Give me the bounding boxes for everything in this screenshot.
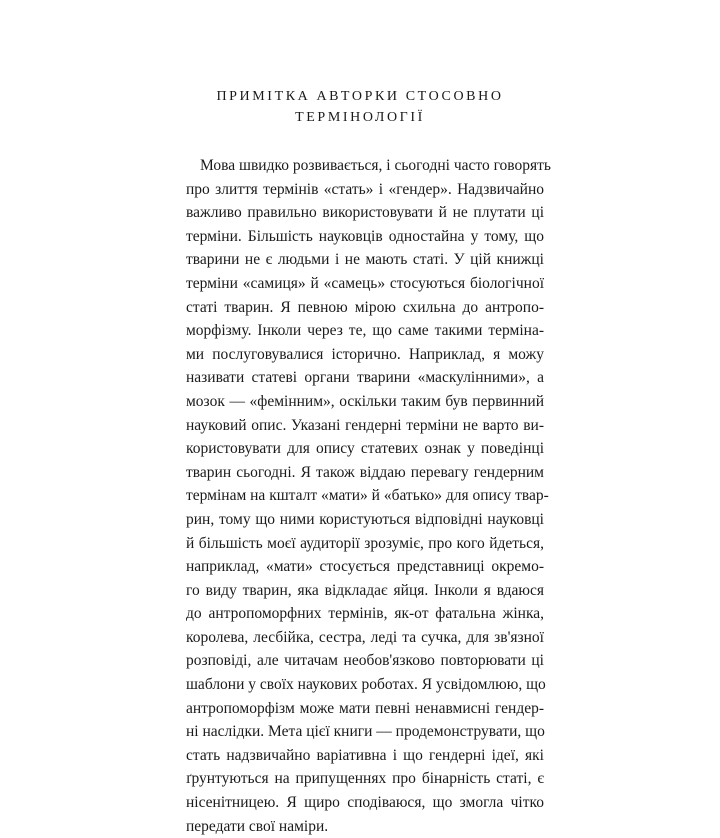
heading-line-1: ПРИМІТКА АВТОРКИ СТОСОВНО xyxy=(216,89,504,104)
text-line: ґрунтуються на припущеннях про бінарність статі, є xyxy=(186,770,544,788)
text-line: го виду тварин, яка відкладає яйця. Інколи я вдаюся xyxy=(186,581,544,599)
text-line: терміни. Більшість науковців одностайна у тому, що xyxy=(186,227,544,245)
text-line: називати статеві органи тварини «маскулінними», а xyxy=(186,369,544,387)
text-line: наприклад, «мати» стосується представниці окремо- xyxy=(186,558,544,576)
text-line: тварин сьогодні. Я також віддаю перевагу гендерним xyxy=(186,463,544,481)
text-line: передати свої наміри. xyxy=(186,817,329,835)
section-heading xyxy=(0,86,720,128)
text-line: рин, тому що ними користуються відповідні науковці xyxy=(186,510,544,528)
text-line: користовувати для опису статевих ознак у поведінці xyxy=(186,440,544,458)
text-line: науковий опис. Указані гендерні терміни не варто ви- xyxy=(186,416,544,434)
text-line: тварини не є людьми і не мають статі. У цій книжці xyxy=(186,251,544,269)
text-line: терміни «самиця» й «самець» стосуються біологічної xyxy=(186,274,544,292)
heading-line-2: ТЕРМІНОЛОГІЇ xyxy=(295,110,425,125)
text-line: важливо правильно використовувати й не плутати ці xyxy=(186,204,544,222)
text-line: ми послуговувалися історично. Наприклад, я можу xyxy=(186,345,544,363)
text-line: морфізму. Інколи через те, що саме такими терміна- xyxy=(186,322,544,340)
text-line: мозок — «фемінним», оскільки таким був первинний xyxy=(186,392,544,410)
text-line: про злиття термінів «стать» і «гендер». Надзвичайно xyxy=(186,180,544,198)
text-line: статі тварин. Я певною мірою схильна до антропо- xyxy=(186,298,544,316)
text-line: й більшість моєї аудиторії зрозуміє, про кого йдеться, xyxy=(186,534,544,552)
text-line: антропоморфізм може мати певні ненавмисні гендер- xyxy=(186,699,544,717)
text-line: термінам на кшталт «мати» й «батько» для опису твар- xyxy=(186,487,549,505)
text-line: Мова швидко розвивається, і сьогодні часто говорять xyxy=(200,157,551,174)
text-line: розповіді, але читачам необов'язково повторювати ці xyxy=(186,652,544,670)
text-line: до антропоморфних термінів, як-от фатальна жінка, xyxy=(186,605,544,623)
text-line: нісенітницею. Я щиро сподіваюся, що змогла чітко xyxy=(186,794,544,812)
text-line: шаблони у своїх наукових роботах. Я усвідомлюю, що xyxy=(186,676,546,694)
text-line: королева, лесбійка, сестра, леді та сучка, для зв'язної xyxy=(186,628,544,646)
text-line: ні наслідки. Мета цієї книги — продемонструвати, що xyxy=(186,723,545,741)
text-line: стать надзвичайно варіативна і що гендерні ідеї, які xyxy=(186,746,544,764)
body-paragraph xyxy=(186,154,551,838)
